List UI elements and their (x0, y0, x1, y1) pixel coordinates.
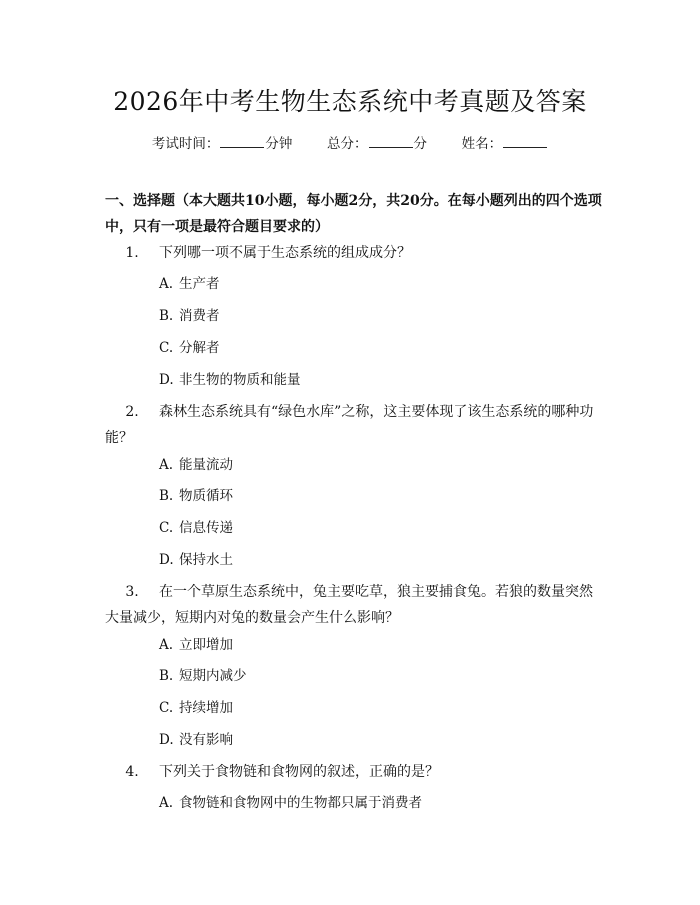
option-4a (159, 793, 422, 813)
option-text: 分解者 (179, 340, 220, 356)
option-1d (159, 370, 301, 390)
option-1a (159, 274, 220, 294)
option-letter: D. (159, 372, 174, 388)
name-label: 姓名： (461, 136, 503, 152)
question-number: 4. (125, 764, 139, 780)
option-letter: B. (159, 308, 174, 324)
option-text: 物质循环 (179, 488, 233, 504)
option-3b (159, 666, 247, 686)
option-text: 消费者 (179, 308, 220, 324)
option-1c (159, 338, 220, 358)
question-text: 下列哪一项不属于生态系统的组成成分？ (159, 245, 411, 261)
exam-meta-line (0, 132, 700, 152)
option-text: 立即增加 (179, 637, 233, 653)
name-blank (503, 135, 547, 148)
question-3 (105, 579, 600, 631)
option-text: 持续增加 (179, 700, 233, 716)
option-letter: C. (159, 520, 174, 536)
option-letter: A. (159, 276, 174, 292)
option-3c (159, 698, 233, 718)
question-text: 森林生态系统具有“绿色水库”之称，这主要体现了该生态系统的哪种功能？ (105, 404, 594, 446)
option-letter: C. (159, 340, 174, 356)
option-letter: B. (159, 488, 174, 504)
time-blank (220, 135, 264, 148)
question-text: 在一个草原生态系统中，兔主要吃草，狼主要捕食兔。若狼的数量突然大量减少，短期内对兔的数量会产生什么影响？ (105, 584, 593, 626)
option-2c (159, 518, 233, 538)
option-text: 没有影响 (179, 732, 233, 748)
option-1b (159, 306, 220, 326)
option-text: 非生物的物质和能量 (179, 372, 301, 388)
question-4 (105, 759, 600, 785)
score-label: 总分： (327, 136, 368, 152)
option-3a (159, 635, 233, 655)
option-3d (159, 730, 233, 750)
option-text: 食物链和食物网中的生物都只属于消费者 (179, 795, 422, 811)
time-label: 考试时间： (151, 136, 220, 152)
option-2a (159, 455, 233, 475)
option-letter: D. (159, 552, 174, 568)
score-unit: 分 (413, 136, 427, 152)
option-2d (159, 550, 233, 570)
option-2b (159, 486, 233, 506)
option-letter: A. (159, 457, 174, 473)
question-number: 3. (125, 584, 139, 600)
option-text: 能量流动 (179, 457, 233, 473)
question-text: 下列关于食物链和食物网的叙述，正确的是？ (159, 764, 439, 780)
question-1 (105, 240, 600, 266)
option-text: 信息传递 (179, 520, 233, 536)
section-header: 一、选择题（本大题共10小题，每小题2分，共20分。在每小题列出的四个选项中，只有一项是最符合题目要求的） (105, 193, 602, 235)
option-text: 保持水土 (179, 552, 233, 568)
option-letter: D. (159, 732, 174, 748)
score-blank (369, 135, 413, 148)
option-text: 短期内减少 (179, 668, 247, 684)
time-unit: 分钟 (265, 136, 293, 152)
question-number: 1. (125, 245, 139, 261)
option-letter: B. (159, 668, 174, 684)
question-2 (105, 399, 600, 451)
document-title: 2026年中考生物生态系统中考真题及答案 (113, 87, 587, 116)
option-letter: A. (159, 795, 174, 811)
option-letter: C. (159, 700, 174, 716)
question-number: 2. (125, 404, 139, 420)
option-letter: A. (159, 637, 174, 653)
option-text: 生产者 (179, 276, 220, 292)
